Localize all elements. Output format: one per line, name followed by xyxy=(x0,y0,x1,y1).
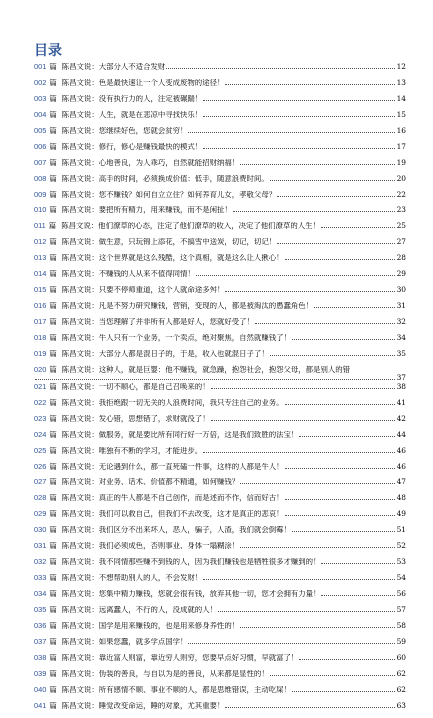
entry-title: 这种人，就是巨婴：他不赚钱，就急躁，抱怨社会，抱怨父母，都是别人的错 xyxy=(98,364,351,374)
entry-chapter-word: 篇 xyxy=(49,110,57,119)
entry-page-number: 16 xyxy=(396,126,406,135)
toc-entry[interactable] xyxy=(34,622,406,638)
toc-entry[interactable] xyxy=(34,447,406,463)
entry-title: 所有感情不顺、事业不顺的人，都是思维错误，主动吃屎！ xyxy=(98,685,291,694)
toc-entry[interactable] xyxy=(34,415,406,431)
entry-title: 没有执行力的人，注定被碾踹！ xyxy=(98,94,203,103)
leader-dots xyxy=(203,447,394,453)
entry-page-number: 52 xyxy=(396,542,406,551)
entry-chapter-word: 篇 xyxy=(49,558,57,567)
entry-chapter-word: 篇 xyxy=(49,78,57,87)
entry-page-number: 47 xyxy=(396,478,406,487)
entry-number: 040 xyxy=(34,685,47,694)
entry-label: 陈昌文说： xyxy=(61,302,99,311)
toc-title: 目录 xyxy=(34,43,62,59)
entry-title: 我们必须成色，否则事业、身体一塌糊涂！ xyxy=(98,542,240,551)
entry-number: 010 xyxy=(34,206,47,215)
toc-entry[interactable] xyxy=(34,431,406,447)
entry-title: 您继续好色，您就会贫穷！ xyxy=(98,126,188,135)
toc-entry[interactable] xyxy=(34,399,406,415)
entry-title: 大部分人不适合发财 xyxy=(98,63,166,71)
entry-page-number: 27 xyxy=(396,238,406,247)
toc-entry[interactable] xyxy=(34,510,406,526)
leader-dots xyxy=(285,510,395,516)
entry-label: 陈昌文说： xyxy=(61,222,99,231)
entry-label: 陈昌文说： xyxy=(61,364,99,374)
entry-title: 真正的牛人都是不自己创作，而是述而不作，信而好古！ xyxy=(98,494,284,503)
toc-entry[interactable] xyxy=(34,638,406,654)
entry-label: 陈昌文说： xyxy=(61,318,99,326)
entry-chapter-word: 篇 xyxy=(49,302,57,311)
toc-entry[interactable] xyxy=(34,95,406,111)
entry-label: 陈昌文说： xyxy=(61,414,99,423)
entry-page-number: 17 xyxy=(396,142,406,151)
entry-label: 陈昌文说： xyxy=(61,653,99,662)
entry-number: 041 xyxy=(34,701,47,710)
entry-number: 007 xyxy=(34,158,47,167)
entry-title: 不想帮助别人的人，不会发财！ xyxy=(98,574,203,583)
entry-label: 陈昌文说： xyxy=(61,238,99,247)
entry-title: 远离蠢人，不行的人，没成就的人！ xyxy=(98,605,217,614)
entry-page-number: 51 xyxy=(396,526,406,535)
entry-chapter-word: 篇 xyxy=(49,94,57,103)
entry-title: 发心错，思想错了，求财就没了！ xyxy=(98,414,210,423)
entry-chapter-word: 篇 xyxy=(49,349,57,358)
entry-number: 023 xyxy=(34,414,47,423)
entry-chapter-word: 篇 xyxy=(49,526,57,535)
toc-entry[interactable] xyxy=(34,175,406,191)
entry-number: 039 xyxy=(34,669,47,678)
entry-page-number: 37 xyxy=(396,373,406,383)
toc-entry[interactable] xyxy=(34,191,406,207)
leader-dots xyxy=(225,79,394,85)
toc-entry[interactable] xyxy=(34,606,406,622)
entry-chapter-word: 篇 xyxy=(49,462,57,471)
entry-chapter-word: 篇 xyxy=(49,63,57,71)
leader-dots xyxy=(233,206,395,212)
entry-label: 陈昌文说： xyxy=(61,446,99,455)
entry-number: 017 xyxy=(34,318,47,326)
entry-number: 011 xyxy=(34,222,46,231)
entry-title: 我们可以救自己，但我们不去改变，这才是真正的悲哀！ xyxy=(98,510,284,519)
entry-title: 我拒绝跟一切无关的人浪费时间，我只专注自己的业务。 xyxy=(98,398,284,407)
entry-number: 016 xyxy=(34,302,47,311)
entry-page-number: 46 xyxy=(396,462,406,471)
entry-label: 陈昌文说： xyxy=(61,605,99,614)
entry-page-number: 54 xyxy=(396,574,406,583)
entry-title: 伪装的善良，与自以为是的善良，从来都是显性的！ xyxy=(98,669,269,678)
entry-label: 陈昌文说： xyxy=(61,126,99,135)
entry-page-number: 28 xyxy=(396,254,406,263)
entry-title: 靠近富人则富，靠近穷人则穷，您要早点好习惯，早就富了！ xyxy=(98,653,299,662)
leader-dots xyxy=(203,111,394,117)
entry-page-number: 19 xyxy=(396,158,406,167)
entry-number: 022 xyxy=(34,398,47,407)
entry-label: 陈昌文说： xyxy=(61,637,99,646)
entry-number: 036 xyxy=(34,621,47,630)
entry-number: 028 xyxy=(34,494,47,503)
toc-entry[interactable] xyxy=(34,670,406,686)
entry-title: 不赚钱的人从来不值得同情！ xyxy=(98,270,195,279)
entry-title: 我们区分不出来坏人，恶人，骗子，人渣，我们就会倒霉！ xyxy=(98,526,291,535)
leader-dots xyxy=(211,383,395,389)
entry-page-number: 38 xyxy=(396,382,406,391)
entry-chapter-word: 篇 xyxy=(49,142,57,151)
entry-page-number: 62 xyxy=(396,669,406,678)
entry-page-number: 57 xyxy=(396,605,406,614)
leader-dots xyxy=(299,654,394,660)
entry-chapter-word: 篇 xyxy=(49,637,57,646)
entry-title: 无论遇到什么，都一直死磕一件事，这样的人都是牛人！ xyxy=(98,462,284,471)
entry-label: 陈昌文说： xyxy=(61,398,99,407)
entry-label: 陈昌文说： xyxy=(61,621,99,630)
entry-label: 陈昌文说： xyxy=(61,685,99,694)
entry-number: 037 xyxy=(34,637,47,646)
entry-number: 014 xyxy=(34,270,47,279)
toc-entry[interactable] xyxy=(34,63,406,79)
leader-dots xyxy=(188,638,394,644)
entry-page-number: 29 xyxy=(396,270,406,279)
entry-number: 001 xyxy=(34,63,47,71)
entry-chapter-word: 篇 xyxy=(49,270,57,279)
toc-entry[interactable] xyxy=(34,350,406,366)
entry-title: 高手的时间，必须换成价值：低手，随意浪费时间。 xyxy=(98,174,269,183)
leader-dots xyxy=(240,159,394,165)
entry-page-number: 44 xyxy=(396,430,406,439)
entry-title: 我不同情那些赚不到钱的人，因为我们赚钱也是牺牲很多才赚到的！ xyxy=(98,558,321,567)
toc-entry[interactable] xyxy=(34,463,406,479)
entry-chapter-word: 篇 xyxy=(49,669,57,678)
leader-dots xyxy=(218,606,395,612)
leader-dots xyxy=(277,238,394,244)
entry-number: 009 xyxy=(34,190,47,199)
toc-entry[interactable] xyxy=(34,542,406,558)
entry-page-number: 30 xyxy=(396,286,406,295)
entry-label: 陈昌文说： xyxy=(61,333,99,342)
entry-label: 陈昌文说： xyxy=(61,701,99,710)
entry-number: 026 xyxy=(34,462,47,471)
entry-title: 大部分人都是混日子的，于是，收入也就混日子了！ xyxy=(98,349,269,358)
toc-entry[interactable] xyxy=(34,526,406,542)
entry-chapter-word: 篇 xyxy=(49,398,57,407)
entry-title: 只要不停师重道，这个人就命途多舛！ xyxy=(98,286,225,295)
entry-label: 陈昌文说： xyxy=(61,254,99,263)
entry-number: 018 xyxy=(34,333,47,342)
entry-label: 陈昌文说： xyxy=(61,78,99,87)
leader-dots xyxy=(321,222,395,228)
leader-dots xyxy=(255,318,395,324)
entry-label: 陈昌文说： xyxy=(61,574,99,583)
entry-title: 要把所有精力，用来赚钱，而不是闲扯！ xyxy=(98,206,232,215)
entry-title: 当您理解了并非所有人都是好人，您就好受了！ xyxy=(98,318,254,326)
toc-entry[interactable] xyxy=(34,127,406,143)
leader-dots xyxy=(285,254,395,260)
entry-number: 021 xyxy=(34,382,47,391)
toc-entry[interactable] xyxy=(34,222,406,238)
entry-page-number: 34 xyxy=(396,333,406,342)
leader-dots xyxy=(314,302,395,308)
entry-chapter-word: 篇 xyxy=(49,286,57,295)
entry-number: 019 xyxy=(34,349,47,358)
entry-label: 陈昌文说： xyxy=(61,478,99,487)
entry-chapter-word: 篇 xyxy=(49,333,57,342)
entry-number: 005 xyxy=(34,126,47,135)
entry-title: 心地善良，为人乖巧，自然就能招财纳福！ xyxy=(98,158,240,167)
leader-dots xyxy=(292,686,395,692)
entry-chapter-word: 篇 xyxy=(49,174,57,183)
entry-title: 色是最快速让一个人变成废物的途径！ xyxy=(98,78,225,87)
toc-entry[interactable] xyxy=(34,334,406,350)
entry-number: 034 xyxy=(34,590,47,599)
entry-label: 陈昌文说： xyxy=(61,63,99,71)
entry-page-number: 41 xyxy=(396,398,406,407)
entry-number: 003 xyxy=(34,94,47,103)
entry-title: 唯独有不断的学习，才能进步。 xyxy=(98,446,203,455)
entry-chapter-word: 篇 xyxy=(49,414,57,423)
leader-dots xyxy=(285,494,395,500)
entry-page-number: 46 xyxy=(396,446,406,455)
entry-number: 006 xyxy=(34,142,47,151)
entry-label: 陈昌文说： xyxy=(61,158,99,167)
entry-chapter-word: 篇 xyxy=(49,542,57,551)
entry-chapter-word: 篇 xyxy=(49,494,57,503)
entry-page-number: 14 xyxy=(396,94,406,103)
toc-entry[interactable] xyxy=(34,111,406,127)
entry-number: 008 xyxy=(34,174,47,183)
leader-dots xyxy=(225,286,394,292)
leader-dots xyxy=(35,374,395,380)
entry-number: 002 xyxy=(34,78,47,87)
entry-label: 陈昌文说： xyxy=(61,590,99,599)
entry-chapter-word: 篇 xyxy=(49,364,57,374)
entry-label: 陈昌文说： xyxy=(61,190,99,199)
toc-entry[interactable] xyxy=(34,590,406,606)
entry-chapter-word: 篇 xyxy=(49,574,57,583)
leader-dots xyxy=(203,574,394,580)
toc-entry[interactable] xyxy=(34,159,406,175)
entry-number: 025 xyxy=(34,446,47,455)
leader-dots xyxy=(270,670,395,676)
leader-dots xyxy=(240,542,394,548)
entry-title: 睡觉改变命运，睡的对象，尤其重要！ xyxy=(98,701,225,710)
leader-dots xyxy=(285,399,395,405)
entry-chapter-word: 篇 xyxy=(49,590,57,599)
toc-entry[interactable] xyxy=(34,686,406,702)
entry-page-number: 58 xyxy=(396,621,406,630)
table-of-contents xyxy=(34,63,406,718)
leader-dots xyxy=(285,463,395,469)
leader-dots xyxy=(277,191,394,197)
entry-label: 陈昌文说： xyxy=(61,174,99,183)
entry-label: 陈昌文说： xyxy=(61,510,99,519)
entry-title: 一切不顺心，都是自己召唤来的！ xyxy=(98,382,210,391)
entry-page-number: 23 xyxy=(396,206,406,215)
entry-number: 013 xyxy=(34,254,47,263)
entry-page-number: 22 xyxy=(396,190,406,199)
entry-number: 024 xyxy=(34,430,47,439)
toc-entry[interactable] xyxy=(34,574,406,590)
entry-title: 您不赚钱？如何自立立住？如何养育儿女，孝敬父母？ xyxy=(98,190,277,199)
entry-title: 做服务，就是要比所有同行好一万倍，这是我们致胜的法宝！ xyxy=(98,430,299,439)
toc-entry[interactable] xyxy=(34,286,406,302)
entry-chapter-word: 篇 xyxy=(49,685,57,694)
entry-chapter-word: 篇 xyxy=(49,126,57,135)
entry-label: 陈昌文说： xyxy=(61,270,99,279)
toc-entry[interactable] xyxy=(34,654,406,670)
entry-title: 人生，就是在悲凉中寻找快乐！ xyxy=(98,110,203,119)
leader-dots xyxy=(292,334,395,340)
entry-number: 035 xyxy=(34,605,47,614)
entry-label: 陈昌文说： xyxy=(61,382,99,391)
entry-page-number: 63 xyxy=(396,701,406,710)
entry-page-number: 59 xyxy=(396,637,406,646)
leader-dots xyxy=(203,95,394,101)
entry-label: 陈昌文说： xyxy=(61,462,99,471)
entry-title: 牛人只有一个业务，一个卖点，绝对聚焦，自然就赚钱了！ xyxy=(98,333,291,342)
entry-number: 030 xyxy=(34,526,47,535)
toc-entry[interactable] xyxy=(34,478,406,494)
leader-dots xyxy=(321,590,394,596)
entry-number: 029 xyxy=(34,510,47,519)
entry-page-number: 32 xyxy=(396,318,406,326)
entry-chapter-word: 篇 xyxy=(49,238,57,247)
entry-chapter-word: 篇 xyxy=(49,653,57,662)
entry-chapter-word: 篇 xyxy=(49,701,57,710)
entry-number: 020 xyxy=(34,364,47,374)
entry-chapter-word: 篇 xyxy=(48,222,57,231)
entry-chapter-word: 篇 xyxy=(49,382,57,391)
entry-title: 您集中精力赚钱，您就会很有钱，放弃其他一切，您才会拥有力量！ xyxy=(98,590,321,599)
toc-entry[interactable] xyxy=(34,318,406,334)
toc-entry[interactable] xyxy=(34,366,406,383)
entry-number: 038 xyxy=(34,653,47,662)
toc-entry[interactable] xyxy=(34,702,406,718)
toc-entry[interactable] xyxy=(34,302,406,318)
toc-entry[interactable] xyxy=(34,270,406,286)
leader-dots xyxy=(240,478,394,484)
entry-page-number: 31 xyxy=(396,302,406,311)
leader-dots xyxy=(292,526,395,532)
entry-chapter-word: 篇 xyxy=(49,430,57,439)
entry-page-number: 48 xyxy=(396,494,406,503)
entry-label: 陈昌文说： xyxy=(61,349,99,358)
entry-chapter-word: 篇 xyxy=(49,510,57,519)
leader-dots xyxy=(225,702,394,708)
entry-title: 这个世界就是这么残酷，这个真相，就是这么让人揪心！ xyxy=(98,254,284,263)
entry-label: 陈昌文说： xyxy=(61,206,99,215)
entry-label: 陈昌文说： xyxy=(61,494,99,503)
leader-dots xyxy=(270,350,395,356)
entry-label: 陈昌文说： xyxy=(61,542,99,551)
entry-title: 对业务、话术、价值都不精通，如何赚钱？ xyxy=(98,478,240,487)
entry-label: 陈昌文说： xyxy=(61,430,99,439)
toc-entry[interactable] xyxy=(34,206,406,222)
entry-label: 陈昌文说： xyxy=(61,526,99,535)
toc-entry[interactable] xyxy=(34,558,406,574)
entry-chapter-word: 篇 xyxy=(49,206,57,215)
entry-label: 陈昌文说： xyxy=(61,94,99,103)
entry-number: 033 xyxy=(34,574,47,583)
entry-page-number: 12 xyxy=(396,63,406,71)
entry-page-number: 20 xyxy=(396,174,406,183)
entry-page-number: 53 xyxy=(396,558,406,567)
entry-page-number: 13 xyxy=(396,78,406,87)
entry-chapter-word: 篇 xyxy=(49,158,57,167)
entry-title: 他们潦草的心态，注定了他们潦草的收入，决定了他们潦草的人生！ xyxy=(98,222,320,231)
leader-dots xyxy=(166,63,394,69)
entry-page-number: 25 xyxy=(396,222,406,231)
entry-chapter-word: 篇 xyxy=(49,318,57,326)
leader-dots xyxy=(203,143,394,149)
entry-label: 陈昌文说： xyxy=(61,142,99,151)
entry-number: 015 xyxy=(34,286,47,295)
entry-title: 修行，修心是赚钱最快的模式！ xyxy=(98,142,203,151)
entry-chapter-word: 篇 xyxy=(49,605,57,614)
toc-entry[interactable] xyxy=(34,143,406,159)
entry-page-number: 42 xyxy=(396,414,406,423)
entry-chapter-word: 篇 xyxy=(49,446,57,455)
entry-chapter-word: 篇 xyxy=(49,254,57,263)
leader-dots xyxy=(196,270,395,276)
entry-title: 如果您蠢，就多学点国学！ xyxy=(98,637,188,646)
leader-dots xyxy=(270,175,395,181)
entry-label: 陈昌文说： xyxy=(61,286,99,295)
entry-label: 陈昌文说： xyxy=(61,669,99,678)
entry-page-number: 49 xyxy=(396,510,406,519)
entry-number: 027 xyxy=(34,478,47,487)
leader-dots xyxy=(188,127,394,133)
leader-dots xyxy=(321,558,394,564)
entry-label: 陈昌文说： xyxy=(61,110,99,119)
entry-chapter-word: 篇 xyxy=(49,190,57,199)
entry-page-number: 56 xyxy=(396,590,406,599)
leader-dots xyxy=(211,415,395,421)
toc-entry[interactable] xyxy=(34,494,406,510)
entry-number: 012 xyxy=(34,238,47,247)
entry-page-number: 35 xyxy=(396,349,406,358)
toc-entry[interactable] xyxy=(34,383,406,399)
entry-page-number: 60 xyxy=(396,653,406,662)
entry-number: 031 xyxy=(34,542,47,551)
leader-dots xyxy=(299,431,394,437)
entry-page-number: 15 xyxy=(396,110,406,119)
toc-entry[interactable] xyxy=(34,79,406,95)
entry-title: 做生意，只玩锦上添花，不搞雪中送炭，切记，切记！ xyxy=(98,238,277,247)
entry-title: 凡是不努力研究赚钱，营销，变现的人，都是被淘汰的愚蠢角色！ xyxy=(98,302,314,311)
entry-chapter-word: 篇 xyxy=(49,478,57,487)
entry-title: 国学是用来赚钱的，也是用来修身养性的！ xyxy=(98,621,240,630)
entry-label: 陈昌文说： xyxy=(61,558,99,567)
entry-number: 004 xyxy=(34,110,47,119)
entry-chapter-word: 篇 xyxy=(49,621,57,630)
entry-number: 032 xyxy=(34,558,47,567)
leader-dots xyxy=(240,622,394,628)
entry-page-number: 62 xyxy=(396,685,406,694)
toc-entry[interactable] xyxy=(34,238,406,254)
toc-entry[interactable] xyxy=(34,254,406,270)
